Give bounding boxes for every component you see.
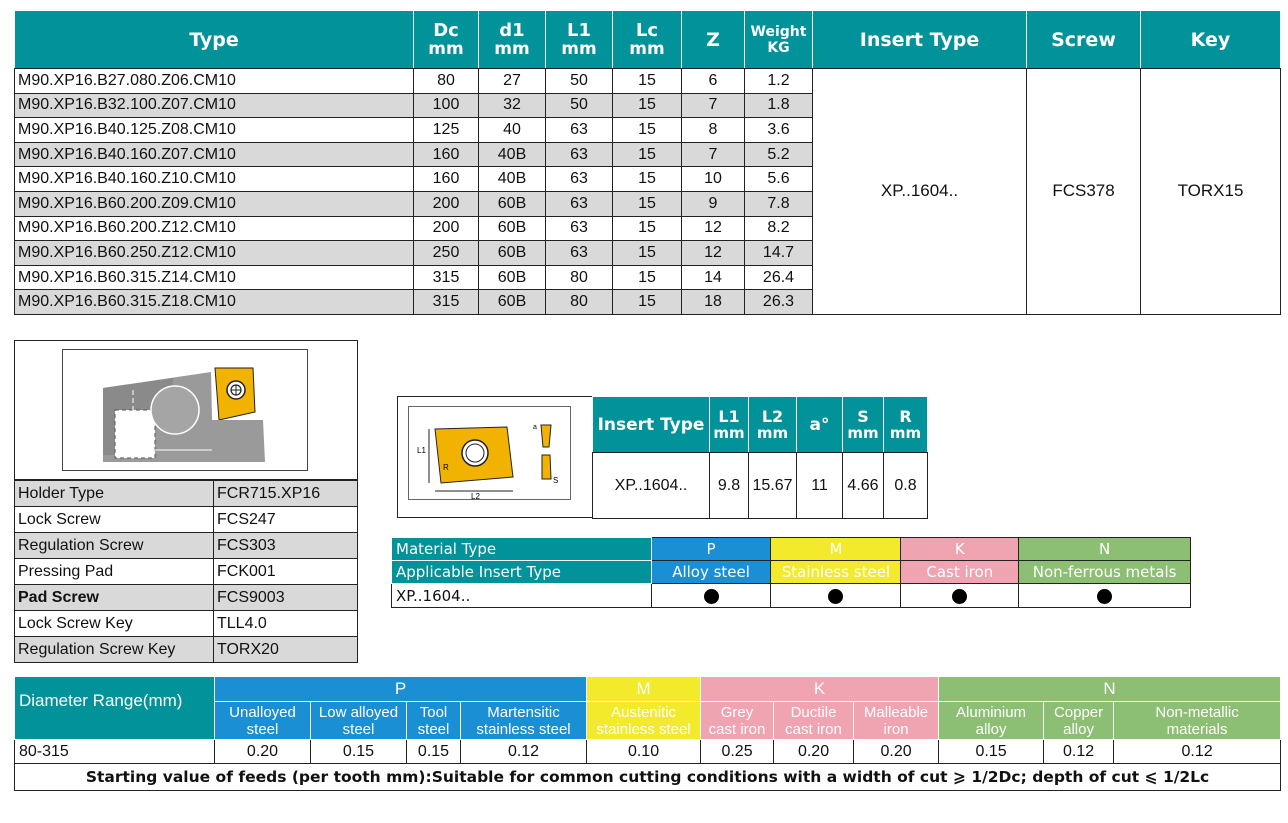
value-cell: 250 (414, 241, 479, 266)
value-cell: 60B (479, 216, 546, 241)
value-cell: 15 (613, 290, 682, 315)
components-table (14, 480, 358, 663)
diagram-label-r: R (443, 463, 449, 472)
diagram-label-s: S (553, 476, 559, 485)
type-cell: M90.XP16.B40.160.Z07.CM10 (15, 142, 414, 167)
value-cell: 15 (613, 118, 682, 143)
feed-value: 0.12 (461, 740, 587, 764)
value-cell: 15 (613, 167, 682, 192)
value-cell: 80 (546, 265, 613, 290)
value-cell: 63 (546, 216, 613, 241)
insert-header-type: Insert Type (593, 397, 710, 453)
feed-value: 0.20 (854, 740, 939, 764)
value-cell: 50 (546, 93, 613, 118)
value-cell: 12 (682, 216, 745, 241)
value-cell: 315 (414, 290, 479, 315)
feed-value: 0.15 (407, 740, 461, 764)
material-code-m: M (771, 538, 901, 561)
value-cell: 6 (682, 69, 745, 94)
feed-table (14, 676, 1281, 791)
feed-subheader: Copper alloy (1044, 702, 1114, 740)
feed-subheader: Tool steel (407, 702, 461, 740)
component-value: FCR715.XP16 (214, 481, 358, 507)
value-cell: 60B (479, 290, 546, 315)
component-value: FCS247 (214, 507, 358, 533)
diameter-range-label: Diameter Range(mm) (15, 677, 215, 740)
insert-dimensions-table (592, 396, 928, 519)
material-dot-p (651, 584, 771, 608)
material-name-k: Cast iron (901, 561, 1019, 584)
dot-icon (1097, 589, 1112, 604)
value-cell: 8.2 (745, 216, 813, 241)
insert-header-l1: L1 mm (710, 397, 749, 453)
material-insert: XP..1604.. (392, 584, 652, 608)
feed-subheader: Non-metallic materials (1114, 702, 1281, 740)
value-cell: 26.4 (745, 265, 813, 290)
product-table-header (15, 11, 1281, 69)
insert-diagram-icon (409, 407, 572, 501)
material-code-n: N (1019, 538, 1191, 561)
feed-group-k: K (701, 677, 939, 702)
feed-subheader: Malleable iron (854, 702, 939, 740)
value-cell: 63 (546, 191, 613, 216)
header-lc: Lc mm (613, 11, 682, 69)
component-label: Lock Screw Key (15, 611, 214, 637)
diagram-label-a: a (533, 424, 537, 431)
component-label: Holder Type (15, 481, 214, 507)
value-cell: 15 (613, 69, 682, 94)
diagram-label-l2: L2 (471, 492, 480, 501)
value-cell: 15 (613, 265, 682, 290)
value-cell: 1.2 (745, 69, 813, 94)
holder-drawing (62, 349, 308, 471)
value-cell: 100 (414, 93, 479, 118)
insert-header-a: a° (797, 397, 843, 453)
header-weight: Weight KG (745, 11, 813, 69)
value-cell: 15 (613, 241, 682, 266)
type-cell: M90.XP16.B60.200.Z09.CM10 (15, 191, 414, 216)
value-cell: 7 (682, 142, 745, 167)
table-row (15, 69, 1281, 94)
dot-icon (828, 589, 843, 604)
value-cell: 14.7 (745, 241, 813, 266)
type-cell: M90.XP16.B32.100.Z07.CM10 (15, 93, 414, 118)
value-cell: 15 (613, 142, 682, 167)
merged-screw: FCS378 (1027, 69, 1141, 315)
header-key: Key (1141, 11, 1281, 69)
material-name-n: Non-ferrous metals (1019, 561, 1191, 584)
value-cell: 60B (479, 241, 546, 266)
insert-row (593, 453, 928, 519)
type-cell: M90.XP16.B27.080.Z06.CM10 (15, 69, 414, 94)
dot-icon (952, 589, 967, 604)
feed-group-p: P (215, 677, 587, 702)
insert-cell: 11 (797, 453, 843, 519)
value-cell: 63 (546, 118, 613, 143)
value-cell: 12 (682, 241, 745, 266)
component-row (15, 585, 358, 611)
value-cell: 200 (414, 191, 479, 216)
value-cell: 7 (682, 93, 745, 118)
feed-group-m: M (587, 677, 701, 702)
component-value: FCK001 (214, 559, 358, 585)
value-cell: 7.8 (745, 191, 813, 216)
material-code-k: K (901, 538, 1019, 561)
component-value: TLL4.0 (214, 611, 358, 637)
feed-value: 0.15 (939, 740, 1044, 764)
component-label: Pressing Pad (15, 559, 214, 585)
component-label: Lock Screw (15, 507, 214, 533)
value-cell: 200 (414, 216, 479, 241)
component-row (15, 533, 358, 559)
value-cell: 1.8 (745, 93, 813, 118)
feed-value: 0.10 (587, 740, 701, 764)
insert-header-r: R mm (884, 397, 928, 453)
value-cell: 40B (479, 142, 546, 167)
material-table (391, 537, 1191, 608)
header-d1: d1 mm (479, 11, 546, 69)
value-cell: 3.6 (745, 118, 813, 143)
value-cell: 5.2 (745, 142, 813, 167)
material-name-m: Stainless steel (771, 561, 901, 584)
header-insert-type: Insert Type (813, 11, 1027, 69)
value-cell: 18 (682, 290, 745, 315)
component-label: Regulation Screw (15, 533, 214, 559)
diagram-label-l1: L1 (417, 446, 426, 455)
component-row (15, 611, 358, 637)
material-code-p: P (651, 538, 771, 561)
insert-drawing (408, 406, 571, 500)
type-cell: M90.XP16.B40.160.Z10.CM10 (15, 167, 414, 192)
material-name-p: Alloy steel (651, 561, 771, 584)
component-row (15, 481, 358, 507)
value-cell: 80 (546, 290, 613, 315)
insert-cell: 4.66 (843, 453, 884, 519)
product-table-body (15, 69, 1281, 315)
insert-cell: XP..1604.. (593, 453, 710, 519)
header-dc: Dc mm (414, 11, 479, 69)
type-cell: M90.XP16.B60.200.Z12.CM10 (15, 216, 414, 241)
value-cell: 125 (414, 118, 479, 143)
value-cell: 315 (414, 265, 479, 290)
type-cell: M90.XP16.B40.125.Z08.CM10 (15, 118, 414, 143)
insert-cell: 0.8 (884, 453, 928, 519)
feed-value: 0.15 (311, 740, 407, 764)
feed-value: 0.20 (774, 740, 854, 764)
value-cell: 5.6 (745, 167, 813, 192)
holder-assembly-icon (63, 350, 309, 472)
value-cell: 63 (546, 167, 613, 192)
type-cell: M90.XP16.B60.315.Z14.CM10 (15, 265, 414, 290)
header-z: Z (682, 11, 745, 69)
feed-value: 0.25 (701, 740, 774, 764)
material-dot-n (1019, 584, 1191, 608)
feed-subheader: Martensitic stainless steel (461, 702, 587, 740)
value-cell: 160 (414, 142, 479, 167)
value-cell: 15 (613, 93, 682, 118)
value-cell: 40 (479, 118, 546, 143)
component-row (15, 559, 358, 585)
material-dot-m (771, 584, 901, 608)
material-dot-k (901, 584, 1019, 608)
component-label: Pad Screw (15, 585, 214, 611)
component-row (15, 507, 358, 533)
value-cell: 160 (414, 167, 479, 192)
feed-value: 0.20 (215, 740, 311, 764)
insert-cell: 9.8 (710, 453, 749, 519)
type-cell: M90.XP16.B60.315.Z18.CM10 (15, 290, 414, 315)
dot-icon (704, 589, 719, 604)
value-cell: 63 (546, 142, 613, 167)
type-cell: M90.XP16.B60.250.Z12.CM10 (15, 241, 414, 266)
header-type: Type (15, 11, 414, 69)
feed-subheader: Unalloyed steel (215, 702, 311, 740)
component-label: Regulation Screw Key (15, 637, 214, 663)
value-cell: 63 (546, 241, 613, 266)
value-cell: 50 (546, 69, 613, 94)
insert-image-frame (397, 396, 593, 518)
value-cell: 14 (682, 265, 745, 290)
value-cell: 10 (682, 167, 745, 192)
feed-value: 0.12 (1114, 740, 1281, 764)
value-cell: 9 (682, 191, 745, 216)
feed-subheader: Austenitic stainless steel (587, 702, 701, 740)
feed-group-n: N (939, 677, 1281, 702)
component-row (15, 637, 358, 663)
component-value: FCS9003 (214, 585, 358, 611)
applicable-insert-label: Applicable Insert Type (392, 561, 652, 584)
holder-image-frame (14, 340, 358, 480)
component-value: TORX20 (214, 637, 358, 663)
value-cell: 40B (479, 167, 546, 192)
value-cell: 15 (613, 191, 682, 216)
insert-header-l2: L2 mm (749, 397, 797, 453)
value-cell: 15 (613, 216, 682, 241)
insert-header-s: S mm (843, 397, 884, 453)
header-l1: L1 mm (546, 11, 613, 69)
value-cell: 27 (479, 69, 546, 94)
feed-subheader: Grey cast iron (701, 702, 774, 740)
feed-note: Starting value of feeds (per tooth mm):Suitable for common cutting conditions with a width of cut ⩾ 1/2Dc; depth of cut ⩽ 1/2Lc (15, 764, 1281, 791)
feed-subheader: Aluminium alloy (939, 702, 1044, 740)
value-cell: 80 (414, 69, 479, 94)
header-screw: Screw (1027, 11, 1141, 69)
product-table (14, 10, 1281, 315)
feed-subheader: Low alloyed steel (311, 702, 407, 740)
value-cell: 60B (479, 265, 546, 290)
merged-insert-type: XP..1604.. (813, 69, 1027, 315)
value-cell: 60B (479, 191, 546, 216)
component-value: FCS303 (214, 533, 358, 559)
insert-cell: 15.67 (749, 453, 797, 519)
feed-subheader: Ductile cast iron (774, 702, 854, 740)
merged-key: TORX15 (1141, 69, 1281, 315)
value-cell: 26.3 (745, 290, 813, 315)
feed-range: 80-315 (15, 740, 215, 764)
material-type-label: Material Type (392, 538, 652, 561)
value-cell: 32 (479, 93, 546, 118)
feed-value: 0.12 (1044, 740, 1114, 764)
value-cell: 8 (682, 118, 745, 143)
